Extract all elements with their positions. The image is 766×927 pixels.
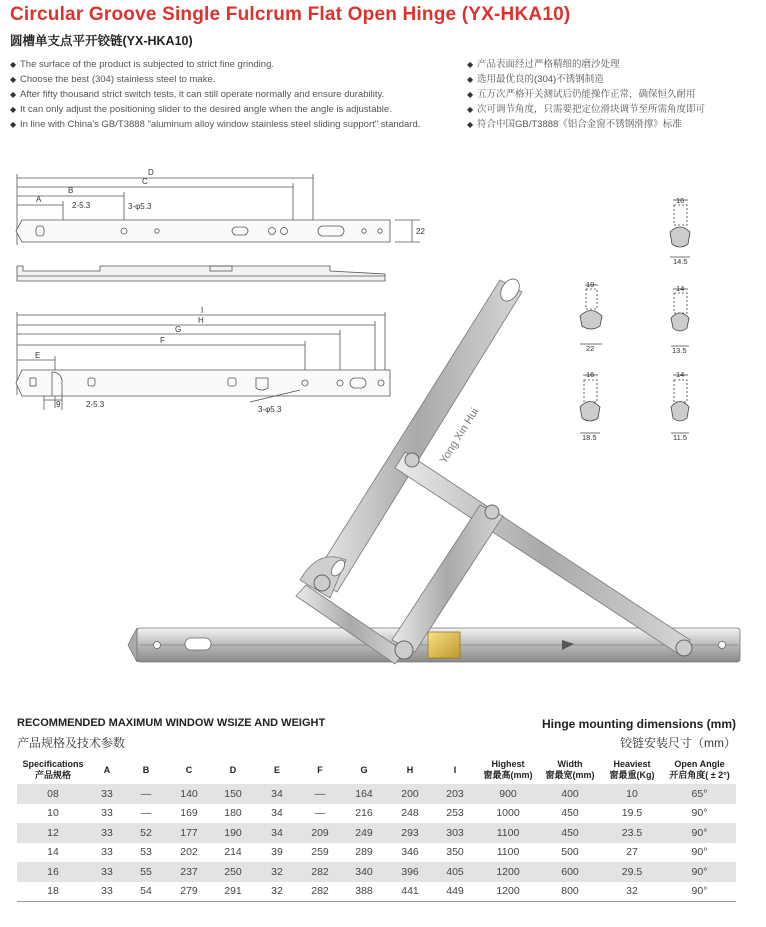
table-cell: 33 (101, 787, 113, 800)
table-cell: 39 (271, 846, 283, 859)
table-cell: 214 (224, 846, 242, 859)
table-cell: 32 (255, 882, 299, 902)
table-row (17, 804, 736, 824)
table-cell: 400 (561, 787, 579, 800)
table-cell: 279 (167, 882, 211, 902)
profile-5-bottom-dim: 11.5 (673, 433, 688, 442)
dim-label-9: 9 (56, 400, 61, 409)
table-cell: 27 (626, 846, 638, 859)
table-cell: 34 (271, 787, 283, 800)
profile-section-3 (671, 289, 689, 346)
page-title: Circular Groove Single Fulcrum Flat Open Hinge (YX-HKA10) (10, 4, 571, 25)
feature-item: ◆ It can only adjust the positioning slider to the desired angle when the angle is adjustable. (10, 104, 392, 115)
table-header-cell: Width 窗最宽(mm) (545, 759, 595, 780)
diamond-bullet-icon: ◆ (467, 120, 474, 129)
table-header-cell: Heaviest 窗最重(Kg) (609, 759, 655, 780)
table-cell: 169 (180, 807, 198, 820)
table-cell: 23.5 (621, 826, 643, 839)
table-cell: 53 (140, 846, 152, 859)
dim-label-holes: 2-5.3 (72, 201, 91, 210)
table-cell: 500 (561, 846, 579, 859)
table-header-cell: E (273, 764, 280, 775)
diamond-bullet-icon: ◆ (10, 120, 17, 129)
feature-item: ◆ 五万次严格开关测试后仍能操作正常，确保恒久耐用 (467, 89, 696, 100)
table-cell: 289 (355, 846, 373, 859)
table-cell: 282 (299, 882, 341, 902)
table-cell: 202 (180, 846, 198, 859)
table-header-cell: C (185, 764, 193, 775)
table-cell: 19.5 (621, 807, 643, 820)
table-cell: 346 (401, 846, 419, 859)
feature-item: ◆ In line with China's GB/T3888 "aluminum alloy window stainless steel sliding support" standard. (10, 119, 421, 130)
dim-label-phi-bottom: 3-φ5.3 (258, 405, 282, 414)
diamond-bullet-icon: ◆ (467, 75, 474, 84)
table-cell: 600 (561, 865, 579, 878)
dim-label-e: E (35, 351, 41, 360)
table-cell: 293 (401, 826, 419, 839)
diamond-bullet-icon: ◆ (467, 105, 474, 114)
table-cell: 203 (446, 787, 464, 800)
table-cell: 1100 (496, 826, 520, 839)
diamond-bullet-icon: ◆ (10, 75, 17, 84)
table-header-cell: D (229, 764, 237, 775)
table-cell: — (140, 807, 152, 820)
profile-section-4 (580, 375, 600, 433)
table-cell: 32 (601, 882, 663, 902)
table-cell: 237 (180, 865, 198, 878)
side-elevation-drawing (17, 266, 385, 281)
table-cell: 177 (180, 826, 198, 839)
dim-label-i: I (201, 306, 204, 315)
profile-5-top-dim: 14 (676, 370, 685, 379)
table-cell: 34 (271, 826, 283, 839)
table-cell: 32 (271, 865, 283, 878)
dim-label-c: C (142, 177, 148, 186)
table-cell: 1200 (496, 865, 520, 878)
table-cell: 405 (446, 865, 464, 878)
profile-1-top-dim: 16 (676, 196, 685, 205)
table-cell: 54 (125, 882, 167, 902)
diamond-bullet-icon: ◆ (467, 90, 474, 99)
table-cell: 209 (311, 826, 329, 839)
table-cell: 900 (499, 787, 517, 800)
table-cell: 259 (311, 846, 329, 859)
table-cell: 10 (626, 787, 638, 800)
table-row (17, 843, 736, 863)
table-cell: — (140, 787, 152, 800)
table-header-cell: G (360, 764, 368, 775)
table-cell: 282 (311, 865, 329, 878)
table-cell: 65° (691, 787, 708, 800)
diamond-bullet-icon: ◆ (10, 60, 17, 69)
page-subtitle: 圆槽单支点平开铰链(YX-HKA10) (10, 34, 193, 48)
feature-item: ◆ The surface of the product is subjected to strict fine grinding. (10, 59, 274, 70)
profile-section-1 (670, 200, 690, 257)
mount-title-english: Hinge mounting dimensions (mm) (542, 717, 736, 731)
table-cell: 190 (224, 826, 242, 839)
profile-section-5 (671, 375, 689, 433)
profile-4-bottom-dim: 18.5 (582, 433, 597, 442)
table-cell: 33 (101, 846, 113, 859)
feature-item: ◆ 选用最优良的(304)不锈钢制造 (467, 74, 604, 85)
feature-item: ◆ Choose the best (304) stainless steel to make. (10, 74, 216, 85)
table-cell: 33 (101, 865, 113, 878)
spec-title-chinese: 产品规格及技术参数 (17, 736, 126, 750)
dim-label-h: H (198, 316, 204, 325)
feature-item: ◆ 次可调节角度，只需要把定位滑块调节至所需角度即可 (467, 104, 706, 115)
table-header-row (17, 756, 736, 784)
dim-label-holes-bottom: 2-5.3 (86, 400, 105, 409)
table-cell: 55 (140, 865, 152, 878)
table-header-cell: Specifications 产品规格 (22, 759, 84, 780)
table-cell: 388 (341, 882, 387, 902)
table-cell: 90° (691, 846, 708, 859)
brand-mark: Yong Xin Hui (437, 406, 482, 467)
diamond-bullet-icon: ◆ (10, 90, 17, 99)
table-row (17, 882, 736, 902)
table-cell: 216 (355, 807, 373, 820)
dim-label-g: G (175, 325, 182, 334)
profile-section-2 (580, 285, 602, 344)
table-cell: 14 (47, 846, 59, 859)
profile-1-bottom-dim: 14.5 (673, 257, 688, 266)
table-cell: 29.5 (621, 865, 643, 878)
table-body (17, 784, 736, 902)
table-cell: 150 (224, 787, 242, 800)
diamond-bullet-icon: ◆ (10, 105, 17, 114)
diamond-bullet-icon: ◆ (467, 60, 474, 69)
table-header-cell: Open Angle 开启角度( ± 2°) (669, 759, 730, 780)
profile-2-bottom-dim: 22 (586, 344, 595, 353)
feature-item: ◆ 符合中国GB/T3888《铝合金窗不锈钢滑撑》标准 (467, 119, 682, 130)
table-cell: 441 (387, 882, 433, 902)
table-cell: 33 (101, 807, 113, 820)
table-cell: 90° (691, 826, 708, 839)
table-cell: 90° (691, 865, 708, 878)
dim-label-f: F (160, 336, 165, 345)
dim-label-d: D (148, 168, 154, 177)
table-cell: 08 (47, 787, 59, 800)
table-cell: 800 (539, 882, 601, 902)
dim-label-width: 22 (416, 227, 425, 236)
table-cell: 1200 (477, 882, 539, 902)
table-cell: 200 (401, 787, 419, 800)
profile-3-bottom-dim: 13.5 (672, 346, 687, 355)
table-cell: — (314, 787, 326, 800)
table-cell: — (314, 807, 326, 820)
dim-label-a: A (36, 195, 42, 204)
table-row (17, 823, 736, 843)
table-row (17, 784, 736, 804)
table-cell: 33 (101, 826, 113, 839)
table-cell: 291 (211, 882, 255, 902)
table-cell: 253 (446, 807, 464, 820)
table-cell: 450 (561, 826, 579, 839)
table-cell: 449 (433, 882, 477, 902)
bottom-plan-drawing (16, 312, 390, 410)
table-cell: 450 (561, 807, 579, 820)
table-cell: 140 (180, 787, 198, 800)
dim-label-b: B (68, 186, 74, 195)
table-cell: 1100 (496, 846, 520, 859)
table-header-cell: Highest 窗最高(mm) (483, 759, 533, 780)
table-cell: 164 (355, 787, 373, 800)
table-header-cell: H (406, 764, 414, 775)
table-header-cell: I (453, 764, 457, 775)
feature-item: ◆ 产品表面经过严格精细的磨沙处理 (467, 59, 620, 70)
table-cell: 33 (89, 882, 125, 902)
feature-item: ◆ After fifty thousand strict switch tests, it can still operate normally and ensure durability. (10, 89, 385, 100)
table-cell: 396 (401, 865, 419, 878)
mount-title-chinese: 铰链安装尺寸（mm） (620, 736, 736, 750)
table-cell: 34 (271, 807, 283, 820)
profile-2-top-dim: 19 (586, 280, 595, 289)
table-cell: 10 (47, 807, 59, 820)
table-cell: 303 (446, 826, 464, 839)
dim-label-phi: 3-φ5.3 (128, 202, 152, 211)
spec-table (17, 756, 736, 902)
table-header-cell: B (142, 764, 150, 775)
spec-title-english: RECOMMENDED MAXIMUM WINDOW WSIZE AND WEIGHT (17, 717, 326, 729)
table-cell: 90° (663, 882, 736, 902)
table-row (17, 862, 736, 882)
table-cell: 350 (446, 846, 464, 859)
table-cell: 1000 (496, 807, 520, 820)
table-header-cell: A (103, 764, 111, 775)
table-cell: 18 (17, 882, 89, 902)
profile-3-top-dim: 14 (676, 284, 685, 293)
profile-4-top-dim: 16 (586, 370, 595, 379)
table-cell: 248 (401, 807, 419, 820)
table-cell: 180 (224, 807, 242, 820)
table-cell: 90° (691, 807, 708, 820)
table-cell: 16 (47, 865, 59, 878)
table-cell: 12 (47, 826, 59, 839)
table-header-cell: F (317, 764, 323, 775)
table-cell: 249 (355, 826, 373, 839)
table-cell: 52 (140, 826, 152, 839)
table-cell: 340 (355, 865, 373, 878)
table-cell: 250 (224, 865, 242, 878)
